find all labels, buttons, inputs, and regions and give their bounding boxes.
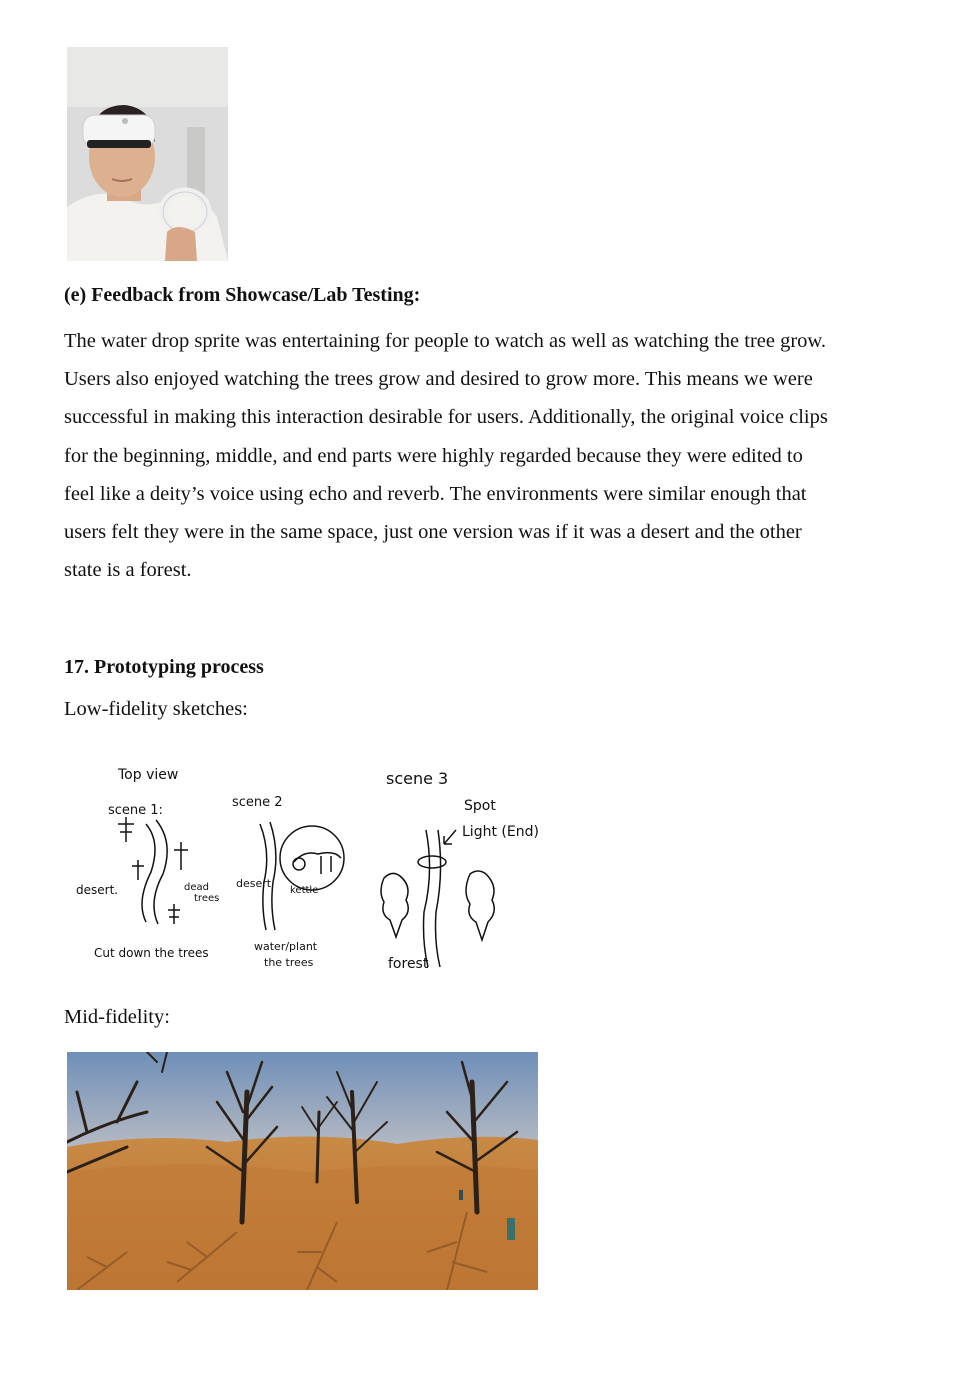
- paragraph-line: Users also enjoyed watching the trees grow and desired to grow more. This means we were: [64, 368, 813, 391]
- sketch-water-plant-label-1: water/plant: [254, 940, 318, 953]
- feedback-paragraph: [64, 322, 904, 589]
- paragraph-line: for the beginning, middle, and end parts were highly regarded because they were edited to: [64, 444, 803, 467]
- sketch-forest-label: forest: [388, 956, 429, 972]
- low-fidelity-sketch: [66, 752, 556, 977]
- prototyping-heading: 17. Prototyping process: [64, 656, 264, 678]
- sketch-desert-label: desert.: [76, 883, 119, 897]
- sketch-scene3-label: scene 3: [386, 769, 449, 788]
- paragraph-line: state is a forest.: [64, 559, 192, 582]
- sketch-dead-trees-label-1: dead: [184, 882, 209, 893]
- sketch-top-view-label: Top view: [118, 767, 179, 783]
- vr-user-photo: [67, 47, 228, 261]
- sketch-cut-down-label: Cut down the trees: [94, 946, 209, 960]
- low-fidelity-label: Low-fidelity sketches:: [64, 698, 248, 720]
- paragraph-line: users felt they were in the same space, just one version was if it was a desert and the other: [64, 521, 802, 544]
- sketch-water-plant-label-2: the trees: [264, 956, 314, 969]
- mid-fidelity-render: [67, 1052, 538, 1290]
- sketch-spot-label: Spot: [464, 798, 496, 814]
- sketch-light-end-label: Light (End): [462, 824, 539, 840]
- sketch-desert2-label: desert: [236, 877, 272, 890]
- sketch-scene1-label: scene 1:: [108, 803, 163, 818]
- paragraph-line: successful in making this interaction desirable for users. Additionally, the original voice clips: [64, 406, 828, 429]
- sketch-dead-trees-label-2: trees: [194, 893, 220, 904]
- feedback-heading: (e) Feedback from Showcase/Lab Testing:: [64, 284, 421, 306]
- paragraph-line: feel like a deity’s voice using echo and reverb. The environments were similar enough that: [64, 482, 807, 505]
- sketch-scene2-label: scene 2: [232, 795, 283, 810]
- mid-fidelity-label: Mid-fidelity:: [64, 1006, 170, 1028]
- sketch-kettle-label: kettle: [290, 885, 319, 896]
- paragraph-line: The water drop sprite was entertaining for people to watch as well as watching the tree grow.: [64, 330, 827, 352]
